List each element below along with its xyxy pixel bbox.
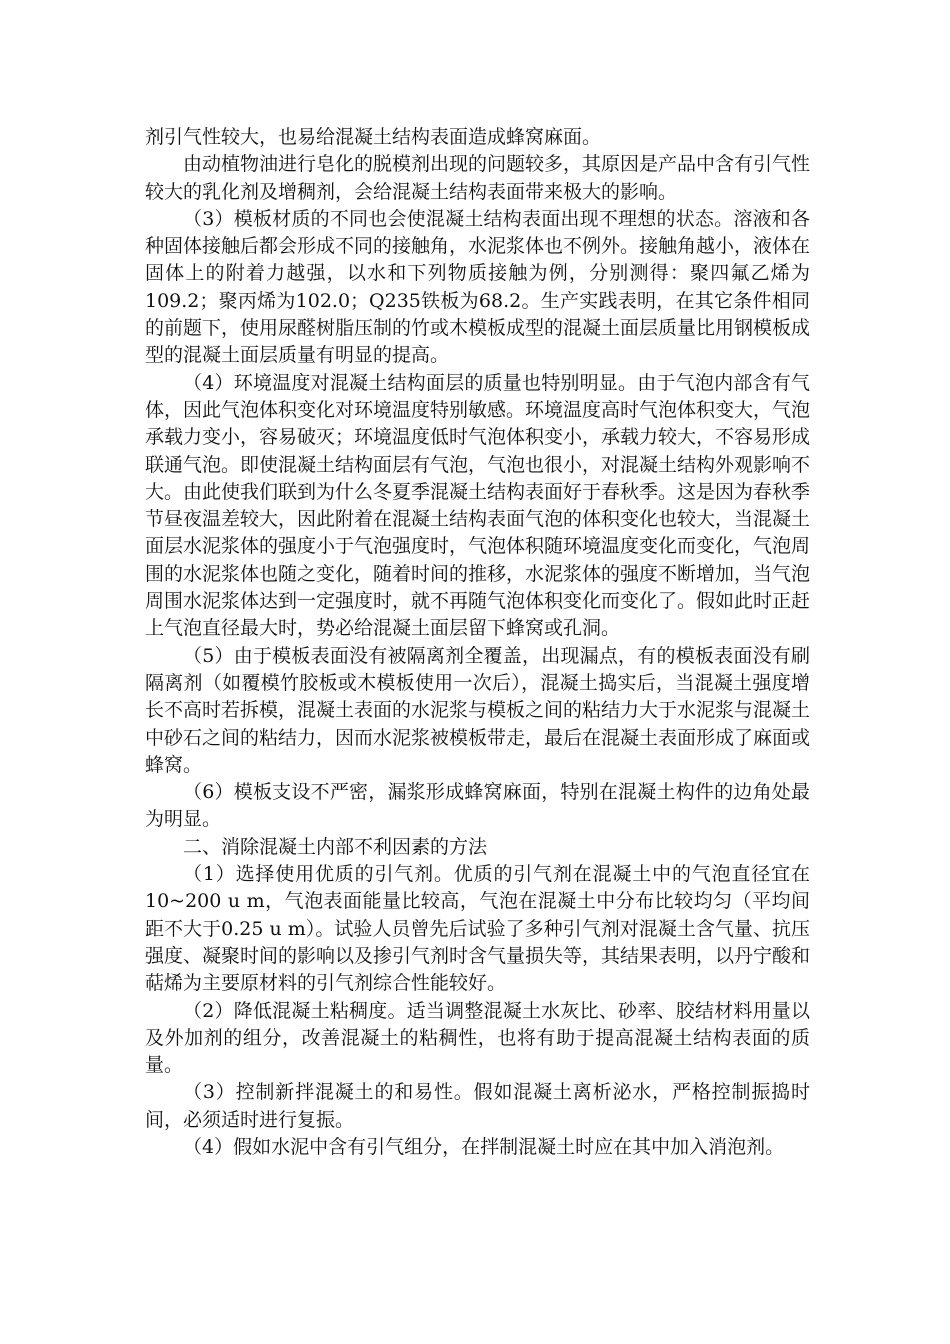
document-page bbox=[145, 124, 810, 1161]
paragraph-ambient-temperature: （4）环境温度对混凝土结构面层的质量也特别明显。由于气泡内部含有气体，因此气泡体积变化对环境温度特别敏感。环境温度高时气泡体积变大，气泡承载力变小，容易破灭；环境温度低时气泡体积变小，承载力较大，不容易形成联通气泡。即使混凝土结构面层有气泡，气泡也很小，对混凝土结构外观影响不大。由此使我们联到为什么冬夏季混凝土结构表面好于春秋季。这是因为春秋季节昼夜温差较大，因此附着在混凝土结构表面气泡的体积变化也较大，当混凝土面层水泥浆体的强度小于气泡强度时，气泡体积随环境温度变化而变化，气泡周围的水泥浆体也随之变化，随着时间的推移，水泥浆体的强度不断增加，当气泡周围水泥浆体达到一定强度时，就不再随气泡体积变化而变化了。假如此时正赶上气泡直径最大时，势必给混凝土面层留下蜂窝或孔洞。 bbox=[145, 371, 811, 640]
paragraph-release-agent: 由动植物油进行皂化的脱模剂出现的问题较多，其原因是产品中含有引气性较大的乳化剂及增稠剂，会给混凝土结构表面带来极大的影响。 bbox=[145, 153, 811, 203]
paragraph-formwork-material: （3）模板材质的不同也会使混凝土结构表面出现不理想的状态。溶液和各种固体接触后都会形成不同的接触角，水泥浆体也不例外。接触角越小，液体在固体上的附着力越强，以水和下列物质接触为例，分别测得：聚四氟乙烯为109.2；聚丙烯为102.0；Q235铁板为68.2。生产实践表明，在其它条件相同的前题下，使用尿醛树脂压制的竹或木模板成型的混凝土面层质量比用钢模板成型的混凝土面层质量有明显的提高。 bbox=[145, 207, 811, 367]
paragraph-continuation: 剂引气性较大，也易给混凝土结构表面造成蜂窝麻面。 bbox=[145, 126, 602, 148]
paragraph-viscosity: （2）降低混凝土粘稠度。适当调整混凝土水灰比、砂率、胶结材料用量以及外加剂的组分，改善混凝土的粘稠性，也将有助于提高混凝土结构表面的质量。 bbox=[145, 999, 810, 1077]
paragraph-defoamer: （4）假如水泥中含有引气组分，在拌制混凝土时应在其中加入消泡剂。 bbox=[183, 1135, 785, 1158]
paragraph-formwork-tightness: （6）模板支设不严密，漏浆形成蜂窝麻面，特别在混凝土构件的边角处最为明显。 bbox=[145, 781, 810, 831]
paragraph-release-coverage: （5）由于模板表面没有被隔离剂全覆盖，出现漏点，有的模板表面没有刷隔离剂（如覆模竹胶板或木模板使用一次后），混凝土捣实后，当混凝土强度增长不高时若拆模，混凝土表面的水泥浆与模板之间的粘结力大于水泥浆与混凝土中砂石之间的粘结力，因而水泥浆被模板带走，最后在混凝土表面形成了麻面或蜂窝。 bbox=[145, 644, 811, 776]
paragraph-air-entraining-agent: （1）选择使用优质的引气剂。优质的引气剂在混凝土中的气泡直径宜在10~200 u m，气泡表面能量比较高，气泡在混凝土中分布比较均匀（平均间距不大于0.25 u m）。试验人员曾先后试验了多种引气剂对混凝土含气量、抗压强度、凝聚时间的影响以及掺引气剂时含气量损失等，其结果表明，以丹宁酸和萜烯为主要原材料的引气剂综合性能较好。 bbox=[145, 863, 811, 995]
section-heading: 二、消除混凝土内部不利因素的方法 bbox=[183, 835, 488, 858]
paragraph-workability: （3）控制新拌混凝土的和易性。假如混凝土离析泌水，严格控制振捣时间，必须适时进行复振。 bbox=[145, 1081, 810, 1131]
